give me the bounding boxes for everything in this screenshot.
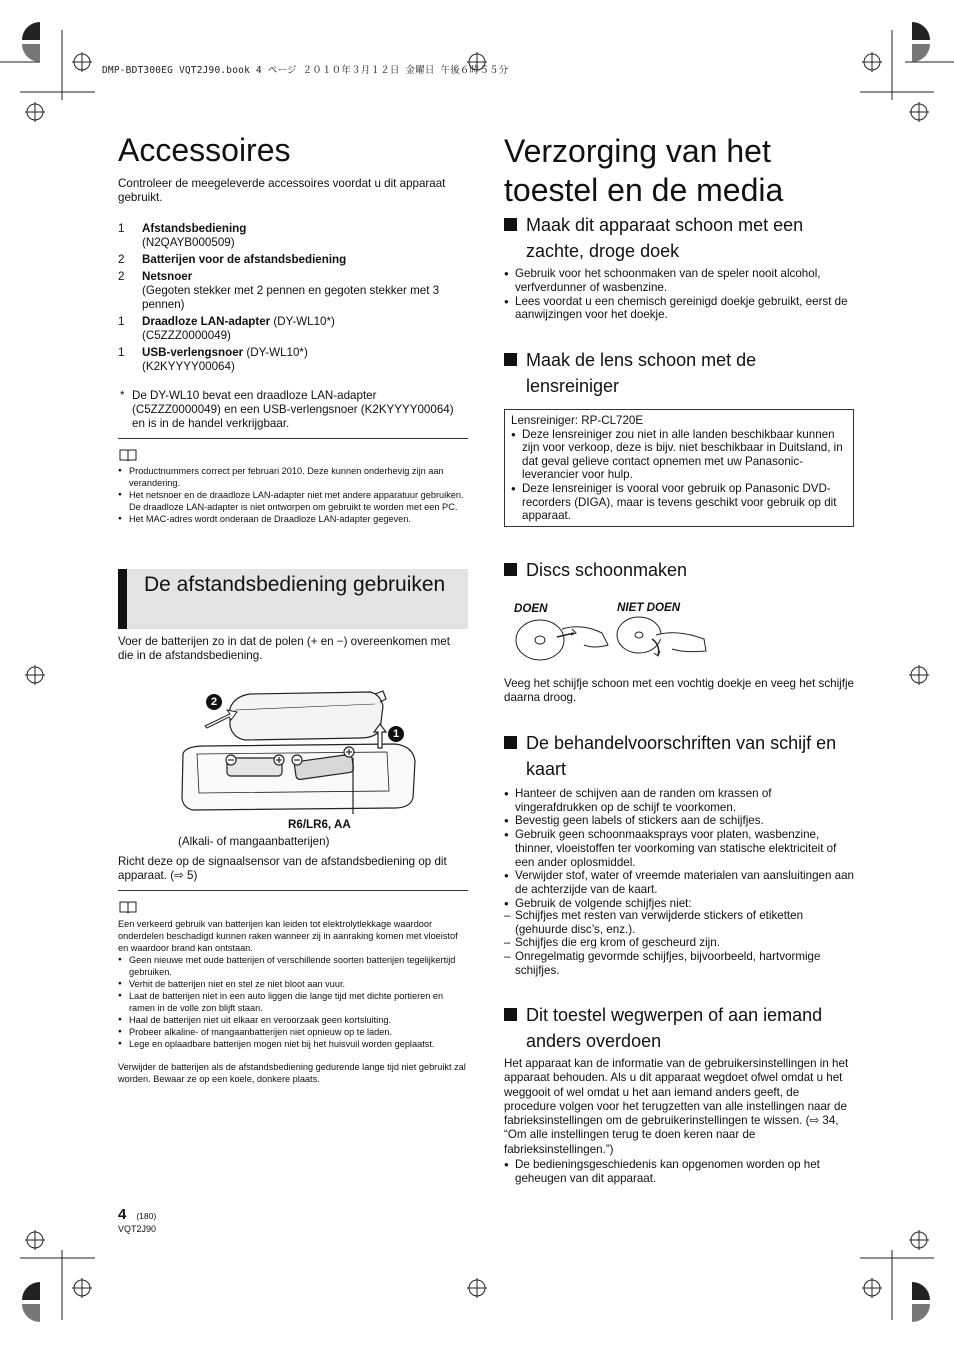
list-item: ● Hanteer de schijven aan de randen om krassen of vingerafdrukken op de schijf te voorkomen. (504, 787, 854, 814)
accessoires-intro: Controleer de meegeleverde accessoires voordat u dit apparaat gebruikt. (118, 177, 446, 204)
section-heading-discs: Discs schoonmaken (504, 557, 854, 583)
list-item: ● Laat de batterijen niet in een auto liggen die lange tijd met dichte portieren en ramen in de volle zon blijft staan. (118, 990, 468, 1014)
list-item: ● De bedieningsgeschiedenis kan opgenomen worden op het geheugen van dit apparaat. (504, 1158, 854, 1185)
square-bullet-icon (504, 563, 517, 576)
accessories-list (118, 222, 468, 377)
section-heading-disposal: Dit toestel wegwerpen of aan iemand anders overdoen (504, 1002, 854, 1054)
note-book-icon (119, 901, 137, 913)
clean-list (504, 267, 854, 322)
list-item: ● Het netsnoer en de draadloze LAN-adapter niet met andere apparatuur gebruiken. De draadloze LAN-adapter is niet ontworpen om gebruikt te worden met een PC. (118, 489, 468, 513)
section-heading-clean: Maak dit apparaat schoon met een zachte, droge doek (504, 212, 854, 264)
list-item: 2 Netsnoer (Gegoten stekker met 2 pennen en gegoten stekker met 3 pennen) (118, 270, 440, 311)
list-item: ● Gebruik voor het schoonmaken van de speler nooit alcohol, verfverdunner of wasbenzine. (504, 267, 854, 295)
list-item: ● Gebruik geen schoonmaaksprays voor platen, wasbenzine, thinner, vloeistoffen ter voorkoming van statische elektriciteit of een ander oplosmiddel. (504, 828, 854, 869)
step-1-badge: 1 (388, 726, 404, 742)
list-item: – Onregelmatig gevormde schijfjes, bijvoorbeeld, hartvormige schijfjes. (504, 950, 854, 977)
notes-list-1 (118, 465, 468, 525)
list-item: 1 Afstandsbediening (N2QAYB000509) (118, 222, 247, 249)
list-item: 1 Draadloze LAN-adapter (DY-WL10*) (C5ZZZ0000049) (118, 315, 335, 342)
footnote: * De DY-WL10 bevat een draadloze LAN-adapter (C5ZZZ0000049) en een USB-verlengsnoer (K2KYYYY00064) en is in de handel verkrijgbaar. (120, 389, 454, 430)
remote-intro: Voer de batterijen zo in dat de polen (+ en −) overeenkomen met die in de afstandsbediening. (118, 635, 450, 662)
step-2-badge: 2 (206, 694, 222, 710)
disc-cleaning-illustration (512, 615, 712, 665)
heading-bar (118, 569, 127, 629)
do-label: DOEN (514, 602, 548, 615)
divider (118, 438, 468, 439)
accessoires-title: Accessoires (118, 132, 291, 168)
section-heading-lens: Maak de lens schoon met de lensreiniger (504, 347, 854, 399)
section-heading-handling: De behandelvoorschriften van schijf en kaart (504, 730, 854, 782)
handling-dash-list (504, 909, 854, 978)
list-item: ● Probeer alkaline- of mangaanbatterijen niet opnieuw op te laden. (118, 1026, 468, 1038)
lens-title: Lensreiniger: RP-CL720E (511, 414, 644, 427)
list-item: 1 USB-verlengsnoer (DY-WL10*) (K2KYYYY00064) (118, 346, 308, 373)
lens-cleaner-box (504, 409, 854, 527)
list-item: ● Gebruik de volgende schijfjes niet: (504, 897, 854, 911)
notes-list-2 (118, 954, 468, 1050)
list-item: ● Lege en oplaadbare batterijen mogen niet bij het huisvuil worden geplaatst. (118, 1038, 468, 1050)
dont-label: NIET DOEN (617, 601, 681, 614)
square-bullet-icon (504, 353, 517, 366)
aim-text: Richt deze op de signaalsensor van de afstandsbediening op dit apparaat. (⇨ 5) (118, 855, 447, 882)
page-number: 4 (180) (118, 1206, 157, 1223)
disposal-list (504, 1158, 854, 1185)
page-code: VQT2J90 (118, 1224, 157, 1234)
list-item: ● Deze lensreiniger is vooral voor gebruik op Panasonic DVD-recorders (DIGA), maar is tevens geschikt voor gebruik op dit apparaat. (511, 482, 847, 523)
notes2-intro: Een verkeerd gebruik van batterijen kan leiden tot elektrolytlekkage waardoor onderdelen beschadigd kunnen raken wanneer zij in aanraking komen met vloeistof en waardoor brand kan ontstaan. (118, 919, 458, 953)
battery-sub: (Alkali- of mangaanbatterijen) (178, 835, 330, 848)
remote-section-heading: De afstandsbediening gebruiken (118, 569, 468, 629)
list-item: ● Lees voordat u een chemisch gereinigd doekje gebruikt, eerst de aanwijzingen voor het doekje. (504, 295, 854, 323)
disc-text: Veeg het schijfje schoon met een vochtig doekje en veeg het schijfje daarna droog. (504, 677, 854, 704)
list-item: ● Het MAC-adres wordt onderaan de Draadloze LAN-adapter gegeven. (118, 513, 468, 525)
list-item: ● Haal de batterijen niet uit elkaar en veroorzaak geen kortsluiting. (118, 1014, 468, 1026)
list-item: – Schijfjes die erg krom of gescheurd zijn. (504, 936, 854, 950)
list-item: ● Geen nieuwe met oude batterijen of verschillende soorten batterijen tegelijkertijd gebruiken. (118, 954, 468, 978)
square-bullet-icon (504, 218, 517, 231)
verzorging-title: Verzorging van het toestel en de media (504, 133, 784, 208)
disposal-text: Het apparaat kan de informatie van de gebruikersinstellingen in het apparaat behouden. Als u dit apparaat wegdoet ofwel omdat u het weggooit of wel omdat u het aan iemand anders geeft, de procedure volgen voor het terugzetten van alle instellingen naar de fabrieksinstellingen om de gebruikerinstellingen te wissen. (⇨ 34, “Om alle instellingen terug te doen keren naar de fabrieksinstellingen.”) (504, 1057, 849, 1156)
notes2-outro: Verwijder de batterijen als de afstandsbediening gedurende lange tijd niet gebruikt zal worden. Bewaar ze op een koele, donkere plaats. (118, 1062, 466, 1084)
square-bullet-icon (504, 736, 517, 749)
list-item: – Schijfjes met resten van verwijderde stickers of etiketten (gehuurde disc’s, enz.). (504, 909, 854, 936)
list-item: ● Bevestig geen labels of stickers aan de schijfjes. (504, 814, 854, 828)
list-item: ● Verhit de batterijen niet en stel ze niet bloot aan vuur. (118, 978, 468, 990)
divider (118, 890, 468, 891)
note-book-icon (119, 449, 137, 461)
list-item: ● Verwijder stof, water of vreemde materialen van aansluitingen aan de achterzijde van de kaart. (504, 869, 854, 896)
battery-label: R6/LR6, AA (288, 818, 351, 831)
list-item: ● Productnummers correct per februari 2010. Deze kunnen onderhevig zijn aan verandering. (118, 465, 468, 489)
print-header: DMP-BDT300EG VQT2J90.book 4 ページ ２０１０年３月１２日 金曜日 午後６時５５分 (102, 65, 509, 76)
list-item: ● Deze lensreiniger zou niet in alle landen beschikbaar kunnen zijn voor verkoop, deze is bijv. niet beschikbaar in Duitsland, in dat geval gelieve contact opnemen met uw Panasonic-leverancier voor hulp. (511, 428, 847, 482)
handling-list (504, 787, 854, 910)
lens-list (511, 428, 847, 523)
square-bullet-icon (504, 1008, 517, 1021)
list-item: 2 Batterijen voor de afstandsbediening (118, 253, 347, 266)
